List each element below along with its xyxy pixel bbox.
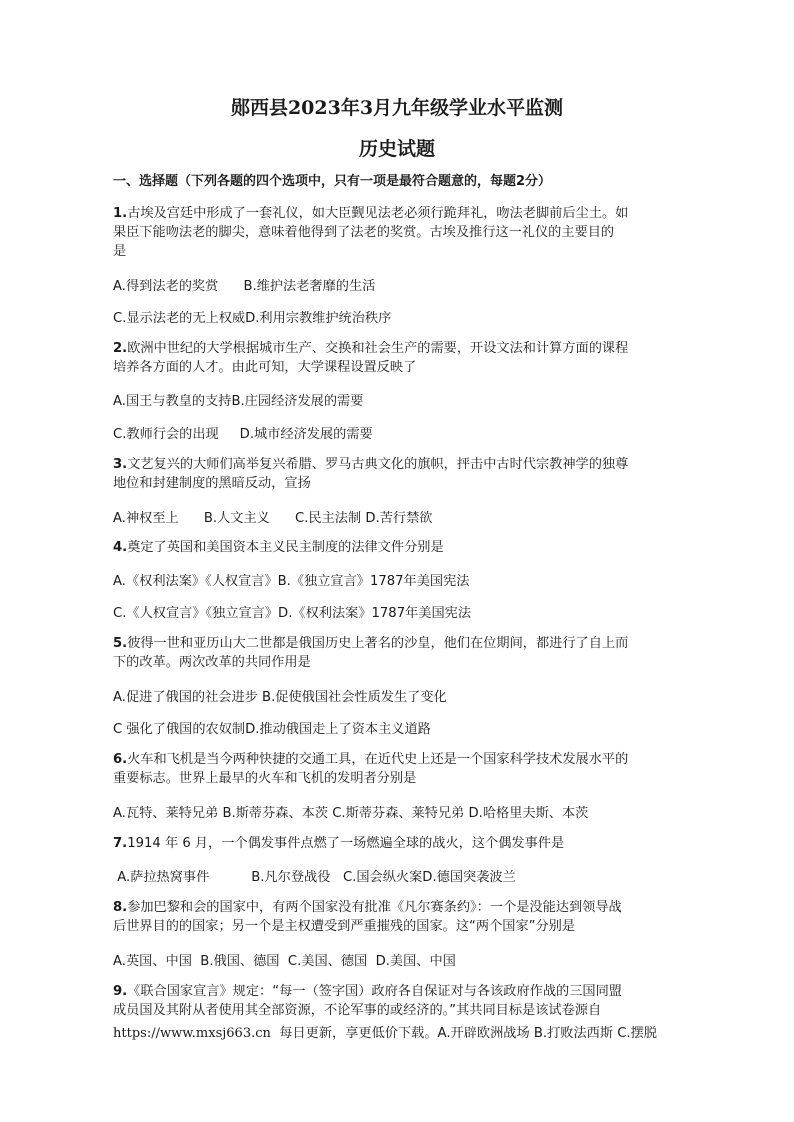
- question-number: 2.: [113, 341, 128, 356]
- option-row: C 强化了俄国的农奴制D.推动俄国走上了资本主义道路: [113, 722, 431, 737]
- question-stem-line: 彼得一世和亚历山大二世都是俄国历史上著名的沙皇，他们在位期间，都进行了自上而: [127, 636, 629, 651]
- question-9: [113, 982, 687, 1020]
- question-7: [113, 834, 687, 853]
- option-row: C.显示法老的无上权威D.利用宗教维护统治秩序: [113, 311, 392, 326]
- option-row: C.《人权宣言》《独立宣言》D.《权利法案》1787年美国宪法: [113, 606, 472, 621]
- section-heading: 一、选择题（下列各题的四个选项中，只有一项是最符合题意的，每题2分）: [113, 174, 552, 189]
- question-stem-line: 参加巴黎和会的国家中，有两个国家没有批准《凡尔赛条约》：一个是没能达到领导战: [127, 900, 622, 915]
- question-stem-line: 果臣下能吻法老的脚尖，意味着他得到了法老的奖赏。古埃及推行这一礼仪的主要目的: [113, 225, 615, 240]
- footer-url[interactable]: https://www.mxsj663.cn: [113, 1026, 271, 1041]
- question-number: 1.: [113, 206, 128, 221]
- question-3: [113, 455, 687, 493]
- question-stem-line: 下的改革。两次改革的共同作用是: [113, 655, 311, 670]
- question-8: [113, 898, 687, 936]
- question-number: 4.: [113, 540, 128, 555]
- option-row: A.萨拉热窝事件 B.凡尔登战役 C.国会纵火案D.德国突袭波兰: [113, 870, 516, 885]
- question-number: 9.: [113, 984, 128, 999]
- option-row: A.《权利法案》《人权宣言》B.《独立宣言》1787年美国宪法: [113, 574, 470, 589]
- question-number: 6.: [113, 752, 128, 767]
- option-row: A.促进了俄国的社会进步 B.促使俄国社会性质发生了变化: [113, 690, 447, 705]
- option-row: A.得到法老的奖赏 B.维护法老奢靡的生活: [113, 279, 376, 294]
- question-number: 8.: [113, 900, 128, 915]
- question-stem-line: 古埃及宫廷中形成了一套礼仪，如大臣觐见法老必须行跪拜礼，吻法老脚前后尘土。如: [127, 206, 629, 221]
- exam-title: 郧西县2023年3月九年级学业水平监测: [230, 97, 564, 119]
- question-4: [113, 538, 687, 557]
- question-stem-line: 重要标志。世界上最早的火车和飞机的发明者分别是: [113, 771, 417, 786]
- option-row: A.瓦特、莱特兄弟 B.斯蒂芬森、本茨 C.斯蒂芬森、莱特兄弟 D.哈格里夫斯、本茨: [113, 806, 589, 821]
- question-stem-line: 1914 年 6 月，一个偶发事件点燃了一场燃遍全球的战火，这个偶发事件是: [127, 836, 565, 851]
- question-stem-line: 文艺复兴的大师们高举复兴希腊、罗马古典文化的旗帜，抨击中古时代宗教神学的独尊: [127, 457, 629, 472]
- question-stem-line: 奠定了英国和美国资本主义民主制度的法律文件分别是: [127, 540, 444, 555]
- question-stem-line: 后世界目的的国家；另一个是主权遭受到严重摧残的国家。这“两个国家”分别是: [113, 919, 576, 934]
- question-2: [113, 339, 687, 377]
- question-9-options: A.开辟欧洲战场 B.打败法西斯 C.摆脱: [437, 1026, 657, 1041]
- option-row: A.神权至上 B.人文主义 C.民主法制 D.苦行禁欲: [113, 511, 433, 526]
- question-stem-line: 是: [113, 244, 127, 259]
- question-stem-line: 欧洲中世纪的大学根据城市生产、交换和社会生产的需要，开设文法和计算方面的课程: [127, 341, 629, 356]
- question-stem-line: 成员国及其附从者使用其全部资源，不论军事的或经济的。”其共同目标是该试卷源自: [113, 1003, 602, 1018]
- question-number: 7.: [113, 836, 128, 851]
- question-6: [113, 750, 687, 788]
- exam-subtitle: 历史试题: [358, 138, 435, 160]
- footer-notice: 每日更新，享更低价下载。: [270, 1026, 438, 1041]
- question-stem-line: 培养各方面的人才。由此可知，大学课程设置反映了: [113, 360, 417, 375]
- footer-line: [113, 1022, 657, 1041]
- option-row: C.教师行会的出现 D.城市经济发展的需要: [113, 427, 373, 442]
- question-1: [113, 204, 687, 261]
- question-number: 5.: [113, 636, 128, 651]
- question-stem-line: 《联合国家宣言》规定：“每一（签字国）政府各自保证对与各该政府作战的三国同盟: [127, 984, 622, 999]
- question-stem-line: 地位和封建制度的黑暗反动，宣扬: [113, 476, 311, 491]
- question-stem-line: 火车和飞机是当今两种快捷的交通工具，在近代史上还是一个国家科学技术发展水平的: [127, 752, 629, 767]
- option-row: A.国王与教皇的支持B.庄园经济发展的需要: [113, 394, 364, 409]
- question-number: 3.: [113, 457, 128, 472]
- question-5: [113, 634, 687, 672]
- option-row: A.英国、中国 B.俄国、德国 C.美国、德国 D.美国、中国: [113, 954, 456, 969]
